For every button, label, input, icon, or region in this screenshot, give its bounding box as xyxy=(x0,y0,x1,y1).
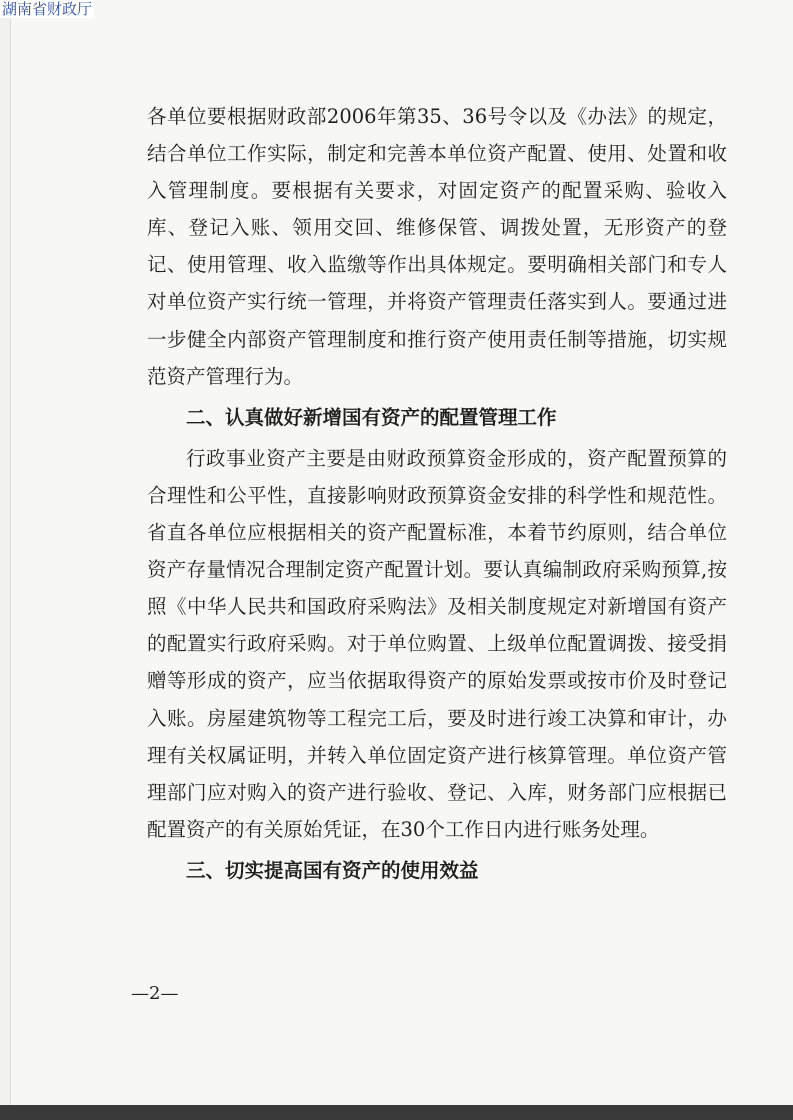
scan-bottom-edge xyxy=(0,1105,793,1120)
page-number: —2— xyxy=(131,983,179,1004)
document-page xyxy=(10,0,793,1105)
paragraph-asset-rules: 各单位要根据财政部2006年第35、36号令以及《办法》的规定，结合单位工作实际，制定和完善本单位资产配置、使用、处置和收入管理制度。要根据有关要求，对固定资产的配置采购、验收入库、登记入账、领用交回、维修保管、调拨处置，无形资产的登记、使用管理、收入监缴等作出具体规定。要明确相关部门和专人对单位资产实行统一管理，并将资产管理责任落实到人。要通过进一步健全内部资产管理制度和推行资产使用责任制等措施，切实规范资产管理行为。 xyxy=(147,105,727,388)
source-watermark: 湖南省财政厅 xyxy=(2,0,93,18)
document-body xyxy=(147,98,727,893)
section-heading-3: 三、切实提高国有资产的使用效益 xyxy=(186,858,479,882)
paragraph-asset-allocation: 行政事业资产主要是由财政预算资金形成的，资产配置预算的合理性和公平性，直接影响财政预算资金安排的科学性和规范性。省直各单位应根据相关的资产配置标准，本着节约原则，结合单位资产存量情况合理制定资产配置计划。要认真编制政府采购预算,按照《中华人民共和国政府采购法》及相关制度规定对新增国有资产的配置实行政府采购。对于单位购置、上级单位配置调拨、接受捐赠等形成的资产，应当依据取得资产的原始发票或按市价及时登记入账。房屋建筑物等工程完工后，要及时进行竣工决算和审计，办理有关权属证明，并转入单位固定资产进行核算管理。单位资产管理部门应对购入的资产进行验收、登记、入库，财务部门应根据已配置资产的有关原始凭证，在30个工作日内进行账务处理。 xyxy=(147,446,727,841)
section-heading-2: 二、认真做好新增国有资产的配置管理工作 xyxy=(186,405,557,429)
